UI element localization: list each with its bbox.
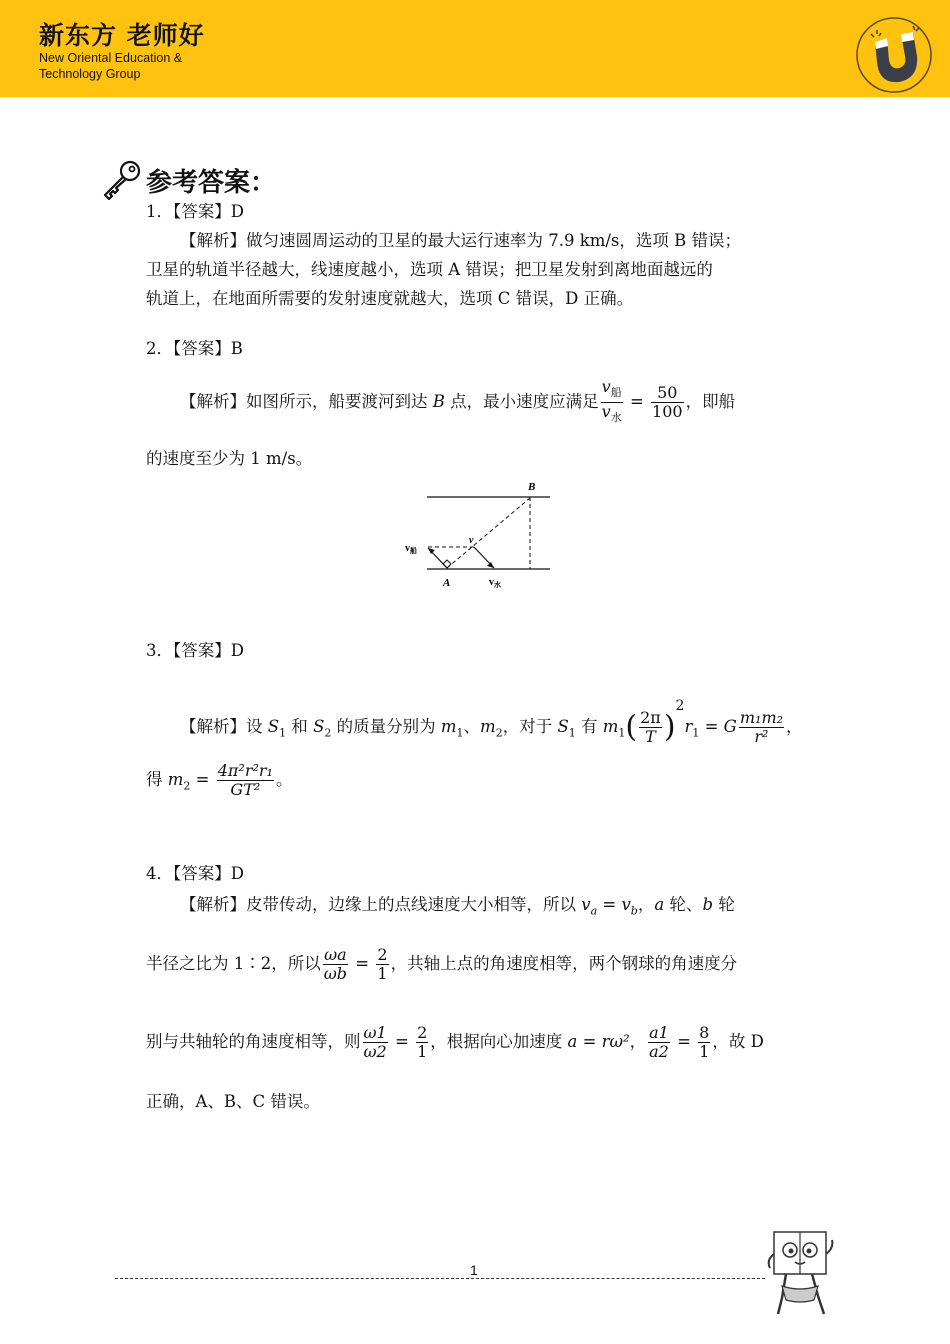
key-icon xyxy=(100,158,144,202)
q4-frac-ratio2 xyxy=(416,1024,428,1061)
label-v-water-sub: 水 xyxy=(494,581,501,589)
q3-r1: r xyxy=(684,717,693,736)
q3-text: 和 xyxy=(286,717,314,736)
q4-frac-accel xyxy=(648,1024,670,1061)
boat-arrowhead xyxy=(428,548,435,554)
frac-num: ω1 xyxy=(363,1023,387,1042)
q3-power: 2 xyxy=(675,698,685,714)
q4-text: 轮、 xyxy=(664,895,703,914)
q1-line2: 卫星的轨道半径越大，线速度越小，选项 A 错误；把卫星发射到离地面越远的 xyxy=(146,260,713,279)
q3-r1-sub: 1 xyxy=(692,726,700,740)
q4-line1 xyxy=(180,894,735,922)
q3-frac-omega xyxy=(639,709,662,746)
q3-s1b-sub: 1 xyxy=(568,726,576,740)
q3-m1: m xyxy=(440,717,457,736)
q3-text: 的质量分别为 xyxy=(331,717,441,736)
header-banner xyxy=(0,0,950,97)
label-v: v xyxy=(469,535,474,546)
paren-open: ( xyxy=(625,709,638,745)
q3-text: 、 xyxy=(463,717,481,736)
eq-sign: = xyxy=(629,392,644,412)
label-v-boat-sub: 船 xyxy=(410,547,417,555)
q1-answer: 1．【答案】D xyxy=(146,202,244,221)
frac-den: 100 xyxy=(652,402,683,422)
heading-title: 参考答案： xyxy=(146,168,277,198)
q3-frac-gravity xyxy=(739,709,784,746)
q2-text-pre: 【解析】如图所示，船要渡河到达 xyxy=(180,392,433,412)
brand-en-line2: Technology Group xyxy=(39,67,141,81)
page-number: 1 xyxy=(470,1262,478,1278)
q4-line4: 正确，A、B、C 错误。 xyxy=(146,1092,320,1111)
q3-line2 xyxy=(146,758,292,802)
q3-answer: 3．【答案】D xyxy=(146,641,244,660)
label-a: A xyxy=(443,577,451,589)
frac-den: r² xyxy=(754,727,769,746)
frac-den-sub: 水 xyxy=(610,411,622,425)
q3-m1b-sub: 1 xyxy=(618,726,626,740)
frac-num: 2π xyxy=(640,708,661,727)
q4-frac-omega-ab xyxy=(323,946,348,983)
frac-num: 4π²r²r₁ xyxy=(217,761,273,780)
frac-den: a2 xyxy=(649,1042,669,1061)
q3-m2b-sub: 2 xyxy=(183,779,191,793)
q2-line2: 的速度至少为 1 m/s。 xyxy=(146,449,313,468)
frac-num: ωa xyxy=(324,945,347,964)
q4-text: 轮 xyxy=(713,895,735,914)
frac-den: GT² xyxy=(230,780,261,799)
q3-text: 【解析】设 xyxy=(180,717,268,736)
brand-name-cn: 新东方 老师好 xyxy=(39,21,205,50)
paren-close: ) xyxy=(663,709,676,745)
q3-text: 有 xyxy=(575,717,603,736)
label-v-water-main: v xyxy=(489,577,494,588)
label-v-boat xyxy=(405,543,417,555)
frac-num: a1 xyxy=(649,1023,669,1042)
q4-line2 xyxy=(146,942,737,986)
book-mascot-icon xyxy=(766,1226,836,1318)
label-b: B xyxy=(528,481,536,493)
magnet-icon xyxy=(855,16,933,94)
q4-a: a xyxy=(654,895,665,914)
resultant-velocity-line xyxy=(447,498,530,568)
q3-m2: m xyxy=(480,717,496,736)
label-v-water xyxy=(489,577,501,589)
frac-den: 1 xyxy=(699,1042,710,1061)
frac-num: 50 xyxy=(651,384,684,403)
q2-line1 xyxy=(180,377,736,425)
q2-text-mid: 点，最小速度应满足 xyxy=(444,392,599,412)
q3-text: 得 xyxy=(146,770,168,789)
q4-line3 xyxy=(146,1020,764,1064)
frac-num: 2 xyxy=(417,1023,428,1042)
q4-text: ，故 D xyxy=(712,1032,764,1051)
frac-den: ω2 xyxy=(363,1042,387,1061)
q4-frac-ratio1 xyxy=(376,946,388,983)
q3-eq-g: = G xyxy=(699,717,737,736)
q3-s2-sub: 2 xyxy=(324,726,332,740)
q2-frac-velocity xyxy=(601,378,623,427)
q3-line1 xyxy=(180,682,803,746)
q3-frac-result xyxy=(217,762,274,799)
q4-va: v xyxy=(581,895,591,914)
q4-text: ，根据向心加速度 xyxy=(430,1032,568,1051)
q2-frac-ratio xyxy=(651,384,684,421)
right-angle-mark xyxy=(443,560,451,568)
q4-b: b xyxy=(702,895,713,914)
q4-frac-ratio3 xyxy=(698,1024,710,1061)
frac-num: 2 xyxy=(377,945,388,964)
eq-sign: = xyxy=(597,895,622,914)
q4-vb-sub: b xyxy=(630,904,638,918)
q1-line3: 轨道上，在地面所需要的发射速度就越大，选项 C 错误，D 正确。 xyxy=(146,289,634,308)
q4-frac-omega-12 xyxy=(363,1024,388,1061)
frac-num-sub: 船 xyxy=(610,386,622,400)
q4-text: ， xyxy=(637,895,655,914)
q3-m2-sub: 2 xyxy=(495,726,503,740)
q3-m1b: m xyxy=(602,717,619,736)
frac-den: 1 xyxy=(377,964,388,983)
q2-text-post: ，即船 xyxy=(685,392,736,412)
q4-text: 半径之比为 1∶2，所以 xyxy=(146,954,321,973)
q3-text: ， xyxy=(786,717,803,736)
q3-m2b: m xyxy=(167,770,184,789)
q3-m1-sub: 1 xyxy=(456,726,464,740)
q4-va-sub: a xyxy=(590,904,598,918)
q2-answer: 2．【答案】B xyxy=(146,339,243,358)
q4-text: ， xyxy=(629,1032,647,1051)
eq-sign: = xyxy=(394,1032,409,1051)
frac-num: 8 xyxy=(699,1023,710,1042)
frac-den: T xyxy=(645,727,656,746)
eq-sign: = xyxy=(355,954,370,973)
q3-s1b: S xyxy=(557,717,569,736)
brand-en-line1: New Oriental Education & xyxy=(39,51,183,65)
q3-s2: S xyxy=(313,717,325,736)
eq-sign: = xyxy=(190,770,215,789)
footer-divider xyxy=(115,1278,765,1279)
frac-den: ωb xyxy=(323,964,348,983)
q3-text: ，对于 xyxy=(502,717,558,736)
label-v-boat-main: v xyxy=(405,543,410,554)
q4-answer: 4．【答案】D xyxy=(146,864,244,883)
brand-name-en xyxy=(39,50,182,82)
water-arrowhead xyxy=(487,562,494,568)
frac-num: v xyxy=(601,377,611,396)
q3-text: 。 xyxy=(275,770,293,789)
river-crossing-diagram xyxy=(400,478,560,594)
q1-line1: 【解析】做匀速圆周运动的卫星的最大运行速率为 7.9 km/s，选项 B 错误； xyxy=(180,231,742,250)
frac-den: v xyxy=(601,402,611,422)
q3-s1: S xyxy=(267,717,280,736)
q4-text: ，共轴上点的角速度相等，两个钢球的角速度分 xyxy=(390,954,738,973)
q4-text: 【解析】皮带传动，边缘上的点线速度大小相等，所以 xyxy=(180,895,582,914)
eq-sign: = xyxy=(677,1032,691,1051)
q4-text: 别与共轴轮的角速度相等，则 xyxy=(146,1032,361,1051)
frac-den: 1 xyxy=(417,1042,428,1061)
q2-var-b: B xyxy=(432,392,445,412)
frac-num: m₁m₂ xyxy=(739,708,784,727)
q4-vb: v xyxy=(621,895,631,914)
q3-s1-sub: 1 xyxy=(279,726,287,740)
q4-accel-formula: a = rω² xyxy=(567,1032,630,1051)
